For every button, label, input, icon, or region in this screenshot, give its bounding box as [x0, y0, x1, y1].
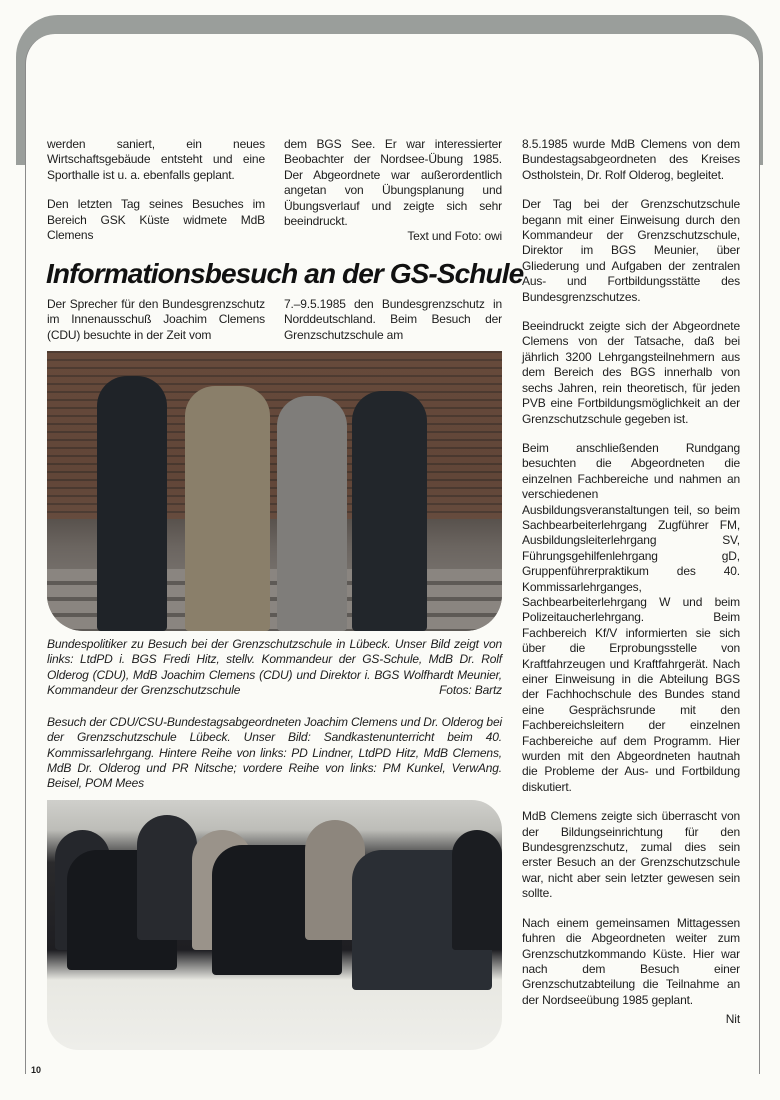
page-number: 10: [31, 1065, 42, 1075]
credit: Text und Foto: owi: [407, 229, 502, 244]
photo1-caption: [47, 637, 502, 699]
paragraph: Beim anschließenden Rundgang besuchten die Abgeordneten die einzelnen Fachbereiche und nahmen an verschiedenen Ausbildungsveranstaltungen teil, so beim Sachbearbeiterlehrgang Zugführer FM, Ausbildungsleiterlehrgang SV, Führungsgehilfenlehrgang gD, Gruppenführerpraktikum des 40. Kommissarlehrganges, Sachbearbeiterlehrgang W und beim Polizeitaucherlehrgang. Beim Fachbereich Kf/V informierten sie sich über die Erprobungsstelle von Kraftfahrzeugen und Kraftfahrgerät. Nach einer Einweisung in die Abteilung BGS der Fachhochschule des Bundes stand eine Gesprächsrunde mit den Fachbereichsleitern der einzelnen Fachbereiche auf dem Programm. Hier wurden mit den Abgeordneten hautnah die Probleme der Aus- und Fortbildung diskutiert.: [522, 440, 740, 794]
paragraph: Nach einem gemeinsamen Mittagessen fuhren die Abgeordneten weiter zum Grenzschutzkommando Küste. Hier war nach dem Besuch einer Grenzschutzabteilung die Teilnahme an der Nordseeübung 1985 geplant.: [522, 915, 740, 1007]
photo-visitors-at-school: [47, 351, 502, 631]
paragraph: Der Tag bei der Grenzschutzschule begann mit einer Einweisung durch den Kommandeur der Grenzschutzschule, Direktor im BGS Meunier, über Gliederung und Aufgaben der zentralen Aus- und Fortbildungsstätte des Bundesgrenzschutzes.: [522, 197, 740, 304]
photo2-caption: Besuch der CDU/CSU-Bundestagsabgeordneten Joachim Clemens und Dr. Olderog bei der Grenzschutzschule Lübeck. Unser Bild: Sandkastenunterricht beim 40. Kommissarlehrgang. Hintere Reihe von links: PD Lindner, LtdPD Hitz, MdB Clemens, MdB Dr. Olderog und PR Nitsche; vordere Reihe von links: PM Kunkel, VerwAng. Beisel, POM Mees: [47, 714, 502, 791]
caption-text: Bundespolitiker zu Besuch bei der Grenzschutzschule in Lübeck. Unser Bild zeigt von links: LtdPD i. BGS Fredi Hitz, stellv. Kommandeur der GS-Schule, MdB Dr. Rolf Olderog (CDU), MdB Joachim Clemens (CDU) und Direktor i. BGS Wolfhardt Meunier, Kommandeur der Grenzschutzschule: [47, 637, 502, 698]
left-content: [46, 137, 524, 1050]
prev-article: [47, 137, 502, 245]
paragraph: MdB Clemens zeigte sich überrascht von der Bildungseinrichtung für den Bundesgrenzschutz, zumal dies sein erster Besuch an der Grenzschutzschule war, nicht aber sein letzter gewesen sein sollte.: [522, 809, 740, 901]
author: Nit: [725, 1012, 740, 1027]
paragraph: Der Sprecher für den Bundesgrenzschutz im Innenausschuß Joachim Clemens (CDU) besuchte in der Zeit vom: [47, 296, 265, 342]
paragraph: 8.5.1985 wurde MdB Clemens von dem Bundestagsabgeordneten des Kreises Ostholstein, Dr. Rolf Olderog, begleitet.: [522, 137, 740, 182]
article-col3: [522, 137, 740, 1028]
photo-sandbox-lesson: [47, 800, 502, 1050]
headline: Informationsbesuch an der GS-Schule: [46, 257, 524, 289]
paragraph: werden saniert, ein neues Wirtschaftsgebäude entsteht und eine Sporthalle ist u. a. ebenfalls geplant.: [47, 137, 265, 182]
paragraph: dem BGS See. Er war interessierter Beobachter der Nordsee-Übung 1985. Der Abgeordnete war außerordentlich angetan von Übungsplanung und Übungsverlauf und zeigte sich sehr beeindruckt.: [284, 137, 502, 229]
paragraph: Den letzten Tag seines Besuches im Bereich GSK Küste widmete MdB Clemens: [47, 197, 265, 243]
photo-credit: Fotos: Bartz: [439, 683, 502, 698]
prev-article-col2: [284, 137, 502, 245]
paragraph: 7.–9.5.1985 den Bundesgrenzschutz in Norddeutschland. Beim Besuch der Grenzschutzschule am: [284, 296, 502, 342]
prev-article-col1: [47, 137, 265, 245]
paragraph: Beeindruckt zeigte sich der Abgeordnete Clemens von der Tatsache, daß bei jährlich 3200 Lehrgangsteilnehmern aus dem Bereich des BGS innerhalb von sechs Jahren, rein theoretisch, für jeden PVB eine Fortbildungsmöglichkeit an der Grenzschutzschule gegeben ist.: [522, 319, 740, 426]
intro: [47, 297, 502, 343]
